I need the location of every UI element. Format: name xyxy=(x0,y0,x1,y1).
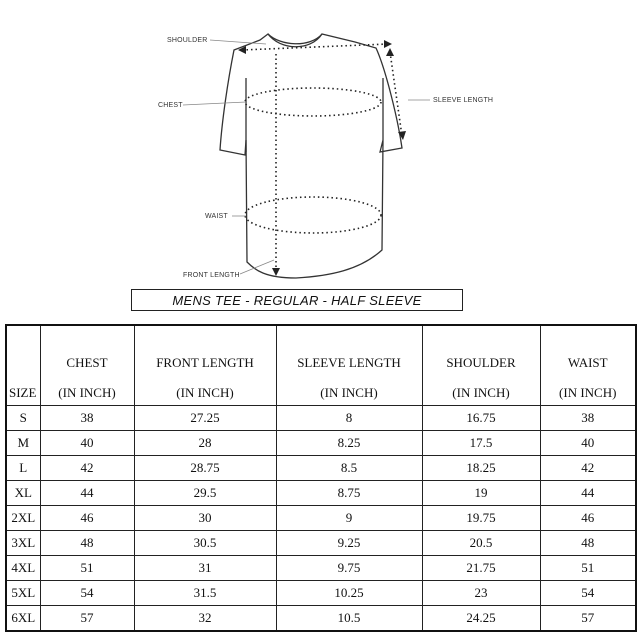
table-cell: 31.5 xyxy=(134,581,276,606)
table-cell: 38 xyxy=(540,406,636,431)
table-cell: 32 xyxy=(134,606,276,632)
size-cell: 4XL xyxy=(6,556,40,581)
table-row xyxy=(6,531,636,556)
table-cell: 9 xyxy=(276,506,422,531)
chest-label: CHEST xyxy=(158,102,183,109)
table-cell: 28.75 xyxy=(134,456,276,481)
table-cell: 44 xyxy=(40,481,134,506)
size-cell: 5XL xyxy=(6,581,40,606)
table-cell: 16.75 xyxy=(422,406,540,431)
table-cell: 17.5 xyxy=(422,431,540,456)
measure-lines xyxy=(242,44,402,270)
column-header: SLEEVE LENGTH (IN INCH) xyxy=(276,325,422,406)
sleeve-length-label: SLEEVE LENGTH xyxy=(433,97,494,104)
chest-measure-ellipse xyxy=(245,88,381,116)
tshirt-outline xyxy=(220,34,402,278)
table-row xyxy=(6,456,636,481)
table-cell: 30 xyxy=(134,506,276,531)
table-cell: 57 xyxy=(540,606,636,632)
table-cell: 31 xyxy=(134,556,276,581)
waist-label: WAIST xyxy=(205,213,228,220)
table-cell: 42 xyxy=(40,456,134,481)
size-cell: 2XL xyxy=(6,506,40,531)
table-row xyxy=(6,556,636,581)
table-cell: 29.5 xyxy=(134,481,276,506)
table-cell: 23 xyxy=(422,581,540,606)
table-cell: 54 xyxy=(540,581,636,606)
table-cell: 30.5 xyxy=(134,531,276,556)
table-cell: 38 xyxy=(40,406,134,431)
shoulder-label: SHOULDER xyxy=(167,37,208,44)
table-cell: 21.75 xyxy=(422,556,540,581)
table-row xyxy=(6,606,636,632)
table-cell: 40 xyxy=(540,431,636,456)
table-cell: 51 xyxy=(40,556,134,581)
column-header: SHOULDER (IN INCH) xyxy=(422,325,540,406)
column-header: CHEST (IN INCH) xyxy=(40,325,134,406)
size-chart-table xyxy=(5,324,637,632)
table-cell: 18.25 xyxy=(422,456,540,481)
table-cell: 46 xyxy=(540,506,636,531)
table-cell: 42 xyxy=(540,456,636,481)
measure-arrowheads xyxy=(238,40,406,276)
table-cell: 8.5 xyxy=(276,456,422,481)
table-row xyxy=(6,581,636,606)
table-row xyxy=(6,481,636,506)
table-cell: 48 xyxy=(540,531,636,556)
size-cell: XL xyxy=(6,481,40,506)
table-cell: 24.25 xyxy=(422,606,540,632)
size-cell: 6XL xyxy=(6,606,40,632)
column-header: FRONT LENGTH (IN INCH) xyxy=(134,325,276,406)
table-cell: 19 xyxy=(422,481,540,506)
front-length-label: FRONT LENGTH xyxy=(183,272,240,279)
table-cell: 10.25 xyxy=(276,581,422,606)
size-cell: L xyxy=(6,456,40,481)
table-cell: 46 xyxy=(40,506,134,531)
table-cell: 10.5 xyxy=(276,606,422,632)
table-cell: 57 xyxy=(40,606,134,632)
size-cell: S xyxy=(6,406,40,431)
size-column-header: SIZE xyxy=(6,325,40,406)
product-caption: MENS TEE - REGULAR - HALF SLEEVE xyxy=(131,289,463,311)
table-cell: 8.75 xyxy=(276,481,422,506)
table-row xyxy=(6,431,636,456)
size-cell: M xyxy=(6,431,40,456)
table-cell: 40 xyxy=(40,431,134,456)
table-cell: 20.5 xyxy=(422,531,540,556)
table-cell: 9.75 xyxy=(276,556,422,581)
waist-measure-ellipse xyxy=(245,197,381,233)
table-cell: 28 xyxy=(134,431,276,456)
table-row xyxy=(6,506,636,531)
size-cell: 3XL xyxy=(6,531,40,556)
table-cell: 9.25 xyxy=(276,531,422,556)
table-cell: 8 xyxy=(276,406,422,431)
table-cell: 8.25 xyxy=(276,431,422,456)
table-cell: 27.25 xyxy=(134,406,276,431)
tshirt-measurement-diagram xyxy=(150,20,530,286)
table-header-row xyxy=(6,325,636,406)
table-cell: 54 xyxy=(40,581,134,606)
table-cell: 19.75 xyxy=(422,506,540,531)
table-row xyxy=(6,406,636,431)
table-cell: 51 xyxy=(540,556,636,581)
table-cell: 44 xyxy=(540,481,636,506)
column-header: WAIST (IN INCH) xyxy=(540,325,636,406)
sleeve-measure-line xyxy=(390,52,402,136)
table-cell: 48 xyxy=(40,531,134,556)
